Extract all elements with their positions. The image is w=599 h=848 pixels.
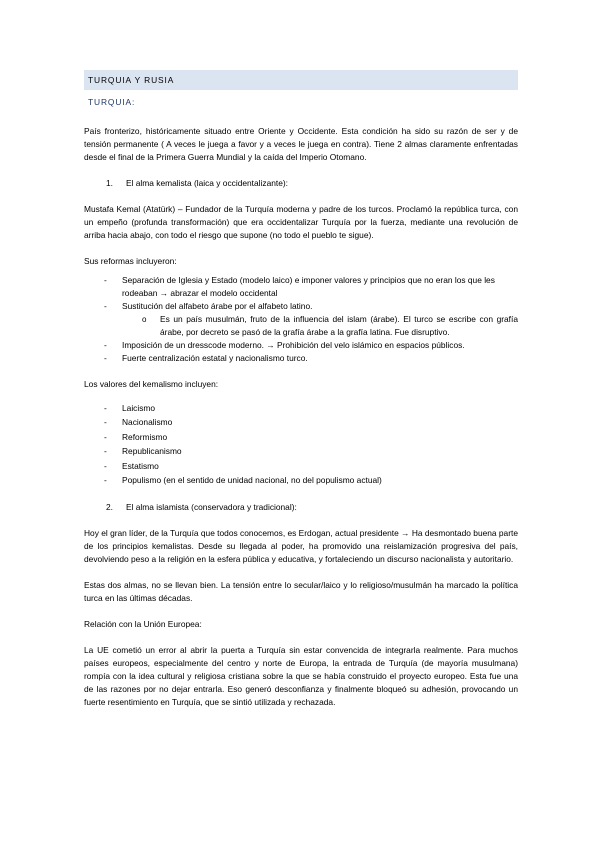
numbered-heading-2 — [106, 501, 518, 514]
list-item-text: Laicismo — [122, 403, 156, 413]
list-item-text: Imposición de un dresscode moderno. → Prohibición del velo islámico en espacios públicos. — [122, 340, 465, 350]
dash-bullet: - — [104, 417, 107, 428]
list-item-text: Fuerte centralización estatal y nacionalismo turco. — [122, 353, 308, 363]
list-item — [84, 430, 518, 444]
valores-intro: Los valores del kemalismo incluyen: — [84, 379, 219, 389]
dash-bullet: - — [104, 275, 107, 285]
dash-bullet: - — [104, 403, 107, 413]
dash-bullet: - — [104, 353, 107, 363]
numbered-heading-1 — [106, 177, 518, 190]
ue-heading: Relación con la Unión Europea: — [84, 619, 202, 630]
dash-bullet: - — [104, 460, 107, 471]
heading-number: 1. — [106, 178, 113, 188]
section-title: TURQUIA Y RUSIA — [88, 75, 175, 85]
list-item — [84, 352, 518, 365]
circle-bullet: o — [142, 315, 147, 324]
sub-list — [122, 313, 518, 339]
list-item-text: Nacionalismo — [122, 417, 173, 428]
list-item — [84, 459, 518, 473]
list-item — [84, 444, 518, 458]
heading-number: 2. — [106, 502, 113, 513]
valores-list — [84, 401, 518, 487]
heading-text: El alma kemalista (laica y occidentalizante): — [126, 178, 288, 188]
list-item-text: Separación de Iglesia y Estado (modelo laico) e imponer valores y principios que no eran los que les rodeaban → abrazar el modelo occidental — [122, 275, 495, 298]
list-item — [84, 401, 518, 415]
list-item — [84, 339, 518, 352]
dash-bullet: - — [104, 301, 107, 311]
sub-list-item — [122, 313, 518, 339]
dash-bullet: - — [104, 446, 107, 457]
heading-text: El alma islamista (conservadora y tradicional): — [126, 502, 297, 513]
dos-almas-paragraph: Estas dos almas, no se llevan bien. La tensión entre lo secular/laico y lo religioso/musulmán ha marcado la política turca en las últimas décadas. — [84, 580, 518, 604]
dash-bullet: - — [104, 340, 107, 350]
erdogan-paragraph: Hoy el gran líder, de la Turquía que todos conocemos, es Erdogan, actual presidente → Ha desmontado buena parte de los principios kemalistas. Desde su llegada al poder, ha promovido una reislamización progresiva del país, devolviendo peso a la religión en la esfera pública y educativa, y fortaleciendo un discurso nacionalista y autoritario. — [84, 528, 518, 565]
section-subtitle: TURQUIA: — [88, 97, 136, 107]
dash-bullet: - — [104, 475, 107, 486]
reformas-list — [84, 274, 518, 365]
intro-paragraph: País fronterizo, históricamente situado entre Oriente y Occidente. Esta condición ha sido su razón de ser y de tensión permanente ( A veces le juega a favor y a veces le juega en contra). Tiene 2 almas claramente enfrentadas desde el final de la Primera Guerra Mundial y la caída del Imperio Otomano. — [84, 126, 518, 162]
list-item-text: Republicanismo — [122, 446, 182, 457]
document-page — [84, 70, 518, 722]
list-item — [84, 300, 518, 339]
list-item — [84, 473, 518, 487]
ataturk-paragraph: Mustafa Kemal (Atatürk) – Fundador de la Turquía moderna y padre de los turcos. Proclamó la república turca, con un empeño (profunda transformación) que era occidentalizar Turquía por la fuerza, mediante una revolución de arriba hacia abajo, con todo el riesgo que supone (no todo el pueblo te sigue). — [84, 204, 518, 240]
list-item-text: Estatismo — [122, 460, 159, 471]
list-item-text: Populismo (en el sentido de unidad nacional, no del populismo actual) — [122, 475, 382, 486]
list-item-text: Reformismo — [122, 431, 168, 442]
sub-list-item-text: Es un país musulmán, fruto de la influencia del islam (árabe). El turco se escribe con grafía árabe, por decreto se pasó de la grafía árabe a la grafía latina. Fue disruptivo. — [160, 314, 518, 337]
reformas-intro: Sus reformas incluyeron: — [84, 256, 177, 266]
section-header — [84, 70, 518, 90]
dash-bullet: - — [104, 431, 107, 442]
ue-paragraph: La UE cometió un error al abrir la puerta a Turquía sin estar convencida de integrarla realmente. Para muchos países europeos, especialmente del centro y norte de Europa, la entrada de Turquía (de mayoría musulmana) rompía con la idea cultural y religiosa cristiana sobre la que se había construido el proyecto europeo. Esta fue una de las razones por no dejar entrarla. Eso generó desconfianza y finalmente bloqueó su adhesión, provocando un fuerte resentimiento en Turquía, que se sintió utilizada y rechazada. — [84, 645, 518, 708]
list-item — [84, 274, 518, 300]
list-item-text: Sustitución del alfabeto árabe por el alfabeto latino. — [122, 301, 313, 311]
list-item — [84, 415, 518, 429]
